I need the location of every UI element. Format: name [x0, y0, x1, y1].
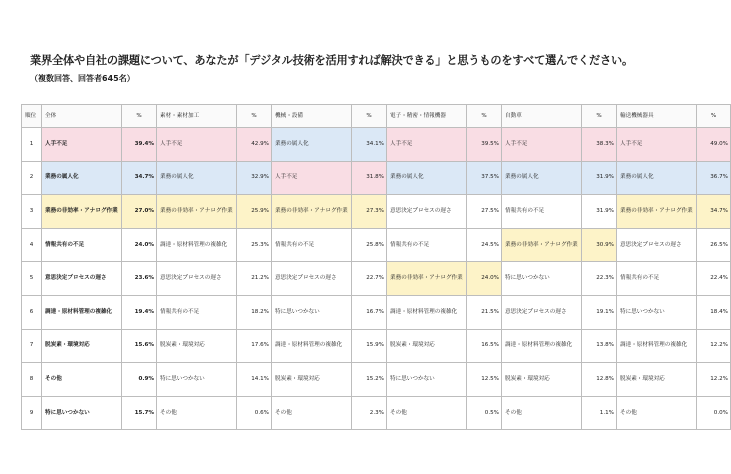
item-cell: 人手不足 — [272, 161, 352, 195]
survey-title: 業界全体や自社の課題について、あなたが「デジタル技術を活用すれば解決できる」と思うものをすべて選んでください。 — [30, 54, 633, 67]
percent-cell: 27.0% — [122, 195, 157, 229]
table-row — [22, 295, 731, 329]
percent-cell: 16.7% — [352, 295, 387, 329]
table-row — [22, 396, 731, 430]
header-overall: 全体 — [42, 105, 122, 128]
percent-cell: 21.2% — [237, 262, 272, 296]
item-cell: 特に思いつかない — [502, 262, 582, 296]
item-cell: 意思決定プロセスの遅さ — [157, 262, 237, 296]
overall-item-cell: 情報共有の不足 — [42, 228, 122, 262]
item-cell: 業務の属人化 — [157, 161, 237, 195]
rank-cell: 3 — [22, 195, 42, 229]
rank-cell: 8 — [22, 363, 42, 397]
table-row — [22, 262, 731, 296]
item-cell: 調達・原材料管理の複雑化 — [617, 329, 697, 363]
item-cell: 業務の属人化 — [502, 161, 582, 195]
item-cell: その他 — [157, 396, 237, 430]
item-cell: その他 — [387, 396, 467, 430]
percent-cell: 0.0% — [697, 396, 731, 430]
rank-cell: 2 — [22, 161, 42, 195]
percent-cell: 23.6% — [122, 262, 157, 296]
percent-cell: 2.3% — [352, 396, 387, 430]
percent-cell: 27.5% — [467, 195, 502, 229]
item-cell: 情報共有の不足 — [617, 262, 697, 296]
table-row — [22, 161, 731, 195]
item-cell: 特に思いつかない — [387, 363, 467, 397]
percent-cell: 34.7% — [122, 161, 157, 195]
item-cell: 脱炭素・環境対応 — [272, 363, 352, 397]
item-cell: 意思決定プロセスの遅さ — [387, 195, 467, 229]
percent-cell: 31.9% — [582, 195, 617, 229]
item-cell: 業務の非効率・アナログ作業 — [617, 195, 697, 229]
item-cell: 特に思いつかない — [272, 295, 352, 329]
header-machinery: 機械・設備 — [272, 105, 352, 128]
percent-cell: 22.4% — [697, 262, 731, 296]
item-cell: 意思決定プロセスの遅さ — [617, 228, 697, 262]
percent-cell: 0.5% — [467, 396, 502, 430]
percent-cell: 18.4% — [697, 295, 731, 329]
percent-cell: 27.3% — [352, 195, 387, 229]
percent-cell: 34.7% — [697, 195, 731, 229]
header-percent: % — [237, 105, 272, 128]
item-cell: 人手不足 — [502, 128, 582, 162]
item-cell: 人手不足 — [387, 128, 467, 162]
item-cell: 特に思いつかない — [157, 363, 237, 397]
header-materials: 素材・素材加工 — [157, 105, 237, 128]
item-cell: その他 — [617, 396, 697, 430]
ranking-table — [21, 104, 731, 430]
percent-cell: 24.0% — [122, 228, 157, 262]
overall-item-cell: 業務の非効率・アナログ作業 — [42, 195, 122, 229]
percent-cell: 25.3% — [237, 228, 272, 262]
rank-cell: 7 — [22, 329, 42, 363]
item-cell: 人手不足 — [617, 128, 697, 162]
item-cell: 人手不足 — [157, 128, 237, 162]
table-row — [22, 363, 731, 397]
item-cell: その他 — [272, 396, 352, 430]
percent-cell: 0.6% — [237, 396, 272, 430]
overall-item-cell: 業務の属人化 — [42, 161, 122, 195]
percent-cell: 24.5% — [467, 228, 502, 262]
header-percent: % — [122, 105, 157, 128]
item-cell: 調達・原材料管理の複雑化 — [502, 329, 582, 363]
overall-item-cell: 調達・原材料管理の複雑化 — [42, 295, 122, 329]
percent-cell: 39.4% — [122, 128, 157, 162]
percent-cell: 15.7% — [122, 396, 157, 430]
rank-cell: 1 — [22, 128, 42, 162]
item-cell: その他 — [502, 396, 582, 430]
percent-cell: 1.1% — [582, 396, 617, 430]
item-cell: 脱炭素・環境対応 — [387, 329, 467, 363]
header-percent: % — [697, 105, 731, 128]
percent-cell: 12.8% — [582, 363, 617, 397]
percent-cell: 21.5% — [467, 295, 502, 329]
table-row — [22, 128, 731, 162]
percent-cell: 0.9% — [122, 363, 157, 397]
percent-cell: 31.8% — [352, 161, 387, 195]
item-cell: 脱炭素・環境対応 — [157, 329, 237, 363]
percent-cell: 14.1% — [237, 363, 272, 397]
percent-cell: 24.0% — [467, 262, 502, 296]
percent-cell: 31.9% — [582, 161, 617, 195]
percent-cell: 18.2% — [237, 295, 272, 329]
item-cell: 意思決定プロセスの遅さ — [272, 262, 352, 296]
table-header-row — [22, 105, 731, 128]
item-cell: 業務の属人化 — [617, 161, 697, 195]
item-cell: 脱炭素・環境対応 — [502, 363, 582, 397]
percent-cell: 22.3% — [582, 262, 617, 296]
header-automotive: 自動車 — [502, 105, 582, 128]
percent-cell: 15.9% — [352, 329, 387, 363]
header-electronics: 電子・精密・情報機器 — [387, 105, 467, 128]
item-cell: 業務の非効率・アナログ作業 — [387, 262, 467, 296]
percent-cell: 19.4% — [122, 295, 157, 329]
item-cell: 調達・原材料管理の複雑化 — [157, 228, 237, 262]
percent-cell: 37.5% — [467, 161, 502, 195]
item-cell: 脱炭素・環境対応 — [617, 363, 697, 397]
item-cell: 情報共有の不足 — [387, 228, 467, 262]
percent-cell: 34.1% — [352, 128, 387, 162]
survey-subtitle: （複数回答、回答者645名） — [30, 74, 135, 83]
rank-cell: 6 — [22, 295, 42, 329]
overall-item-cell: 意思決定プロセスの遅さ — [42, 262, 122, 296]
percent-cell: 26.5% — [697, 228, 731, 262]
percent-cell: 17.6% — [237, 329, 272, 363]
header-percent: % — [352, 105, 387, 128]
percent-cell: 30.9% — [582, 228, 617, 262]
item-cell: 調達・原材料管理の複雑化 — [272, 329, 352, 363]
percent-cell: 25.8% — [352, 228, 387, 262]
percent-cell: 39.5% — [467, 128, 502, 162]
header-percent: % — [582, 105, 617, 128]
item-cell: 業務の属人化 — [272, 128, 352, 162]
percent-cell: 16.5% — [467, 329, 502, 363]
percent-cell: 38.3% — [582, 128, 617, 162]
item-cell: 調達・原材料管理の複雑化 — [387, 295, 467, 329]
percent-cell: 25.9% — [237, 195, 272, 229]
item-cell: 業務の非効率・アナログ作業 — [272, 195, 352, 229]
percent-cell: 36.7% — [697, 161, 731, 195]
percent-cell: 19.1% — [582, 295, 617, 329]
item-cell: 情報共有の不足 — [502, 195, 582, 229]
table-row — [22, 195, 731, 229]
header-percent: % — [467, 105, 502, 128]
percent-cell: 42.9% — [237, 128, 272, 162]
rank-cell: 5 — [22, 262, 42, 296]
percent-cell: 32.9% — [237, 161, 272, 195]
header-transport: 輸送機械器具 — [617, 105, 697, 128]
table-row — [22, 228, 731, 262]
percent-cell: 12.2% — [697, 329, 731, 363]
item-cell: 業務の非効率・アナログ作業 — [157, 195, 237, 229]
table-row — [22, 329, 731, 363]
overall-item-cell: 人手不足 — [42, 128, 122, 162]
rank-cell: 9 — [22, 396, 42, 430]
item-cell: 情報共有の不足 — [272, 228, 352, 262]
overall-item-cell: その他 — [42, 363, 122, 397]
item-cell: 業務の属人化 — [387, 161, 467, 195]
percent-cell: 49.0% — [697, 128, 731, 162]
item-cell: 情報共有の不足 — [157, 295, 237, 329]
item-cell: 業務の非効率・アナログ作業 — [502, 228, 582, 262]
rank-cell: 4 — [22, 228, 42, 262]
percent-cell: 22.7% — [352, 262, 387, 296]
percent-cell: 12.5% — [467, 363, 502, 397]
item-cell: 意思決定プロセスの遅さ — [502, 295, 582, 329]
percent-cell: 15.6% — [122, 329, 157, 363]
overall-item-cell: 脱炭素・環境対応 — [42, 329, 122, 363]
percent-cell: 15.2% — [352, 363, 387, 397]
overall-item-cell: 特に思いつかない — [42, 396, 122, 430]
percent-cell: 12.2% — [697, 363, 731, 397]
header-rank: 順位 — [22, 105, 42, 128]
percent-cell: 13.8% — [582, 329, 617, 363]
item-cell: 特に思いつかない — [617, 295, 697, 329]
